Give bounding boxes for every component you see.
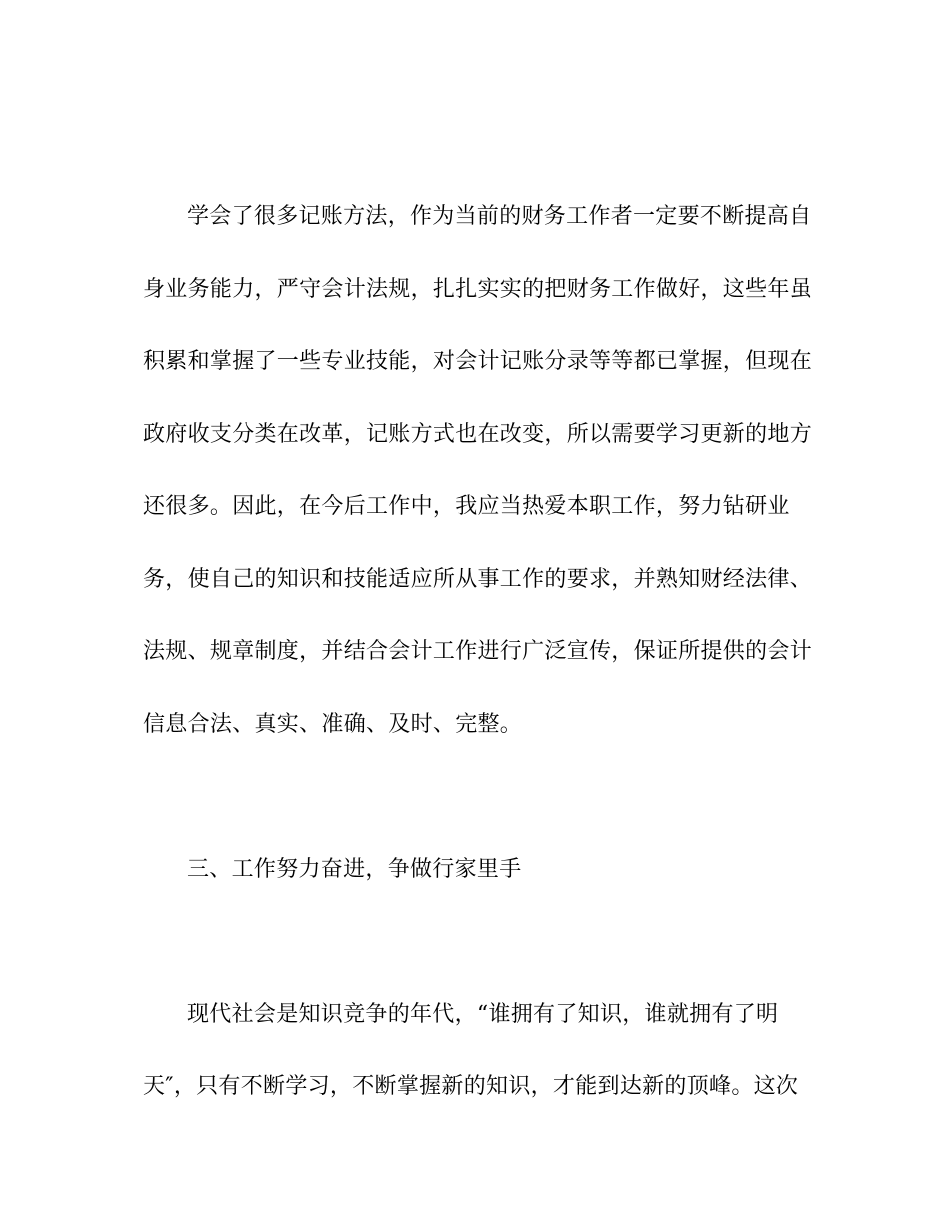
paragraph-1-line-1: 学会了很多记账方法，作为当前的财务工作者一定要不断提高自 — [187, 204, 812, 229]
paragraph-2-line-1: 现代社会是知识竞争的年代，“谁拥有了知识，谁就拥有了明 — [187, 1002, 779, 1027]
paragraph-1-line-3: 积累和掌握了一些专业技能，对会计记账分录等等都已掌握，但现在 — [143, 349, 813, 374]
section-3-heading: 三、工作努力奋进，争做行家里手 — [187, 857, 522, 882]
paragraph-1-line-8: 信息合法、真实、准确、及时、完整。 — [143, 712, 523, 737]
paragraph-1-line-6: 务，使自己的知识和技能适应所从事工作的要求，并熟知财经法律、 — [143, 567, 813, 592]
paragraph-1-line-2: 身业务能力，严守会计法规，扎扎实实的把财务工作做好，这些年虽 — [143, 277, 813, 302]
paragraph-1-line-4: 政府收支分类在改革，记账方式也在改变，所以需要学习更新的地方 — [143, 422, 813, 447]
paragraph-1-line-7: 法规、规章制度，并结合会计工作进行广泛宣传，保证所提供的会计 — [143, 639, 813, 664]
paragraph-1-line-5: 还很多。因此，在今后工作中，我应当热爱本职工作，努力钻研业 — [143, 494, 790, 519]
paragraph-2-line-2: 天″，只有不断学习，不断掌握新的知识，才能到达新的顶峰。这次 — [143, 1074, 799, 1099]
